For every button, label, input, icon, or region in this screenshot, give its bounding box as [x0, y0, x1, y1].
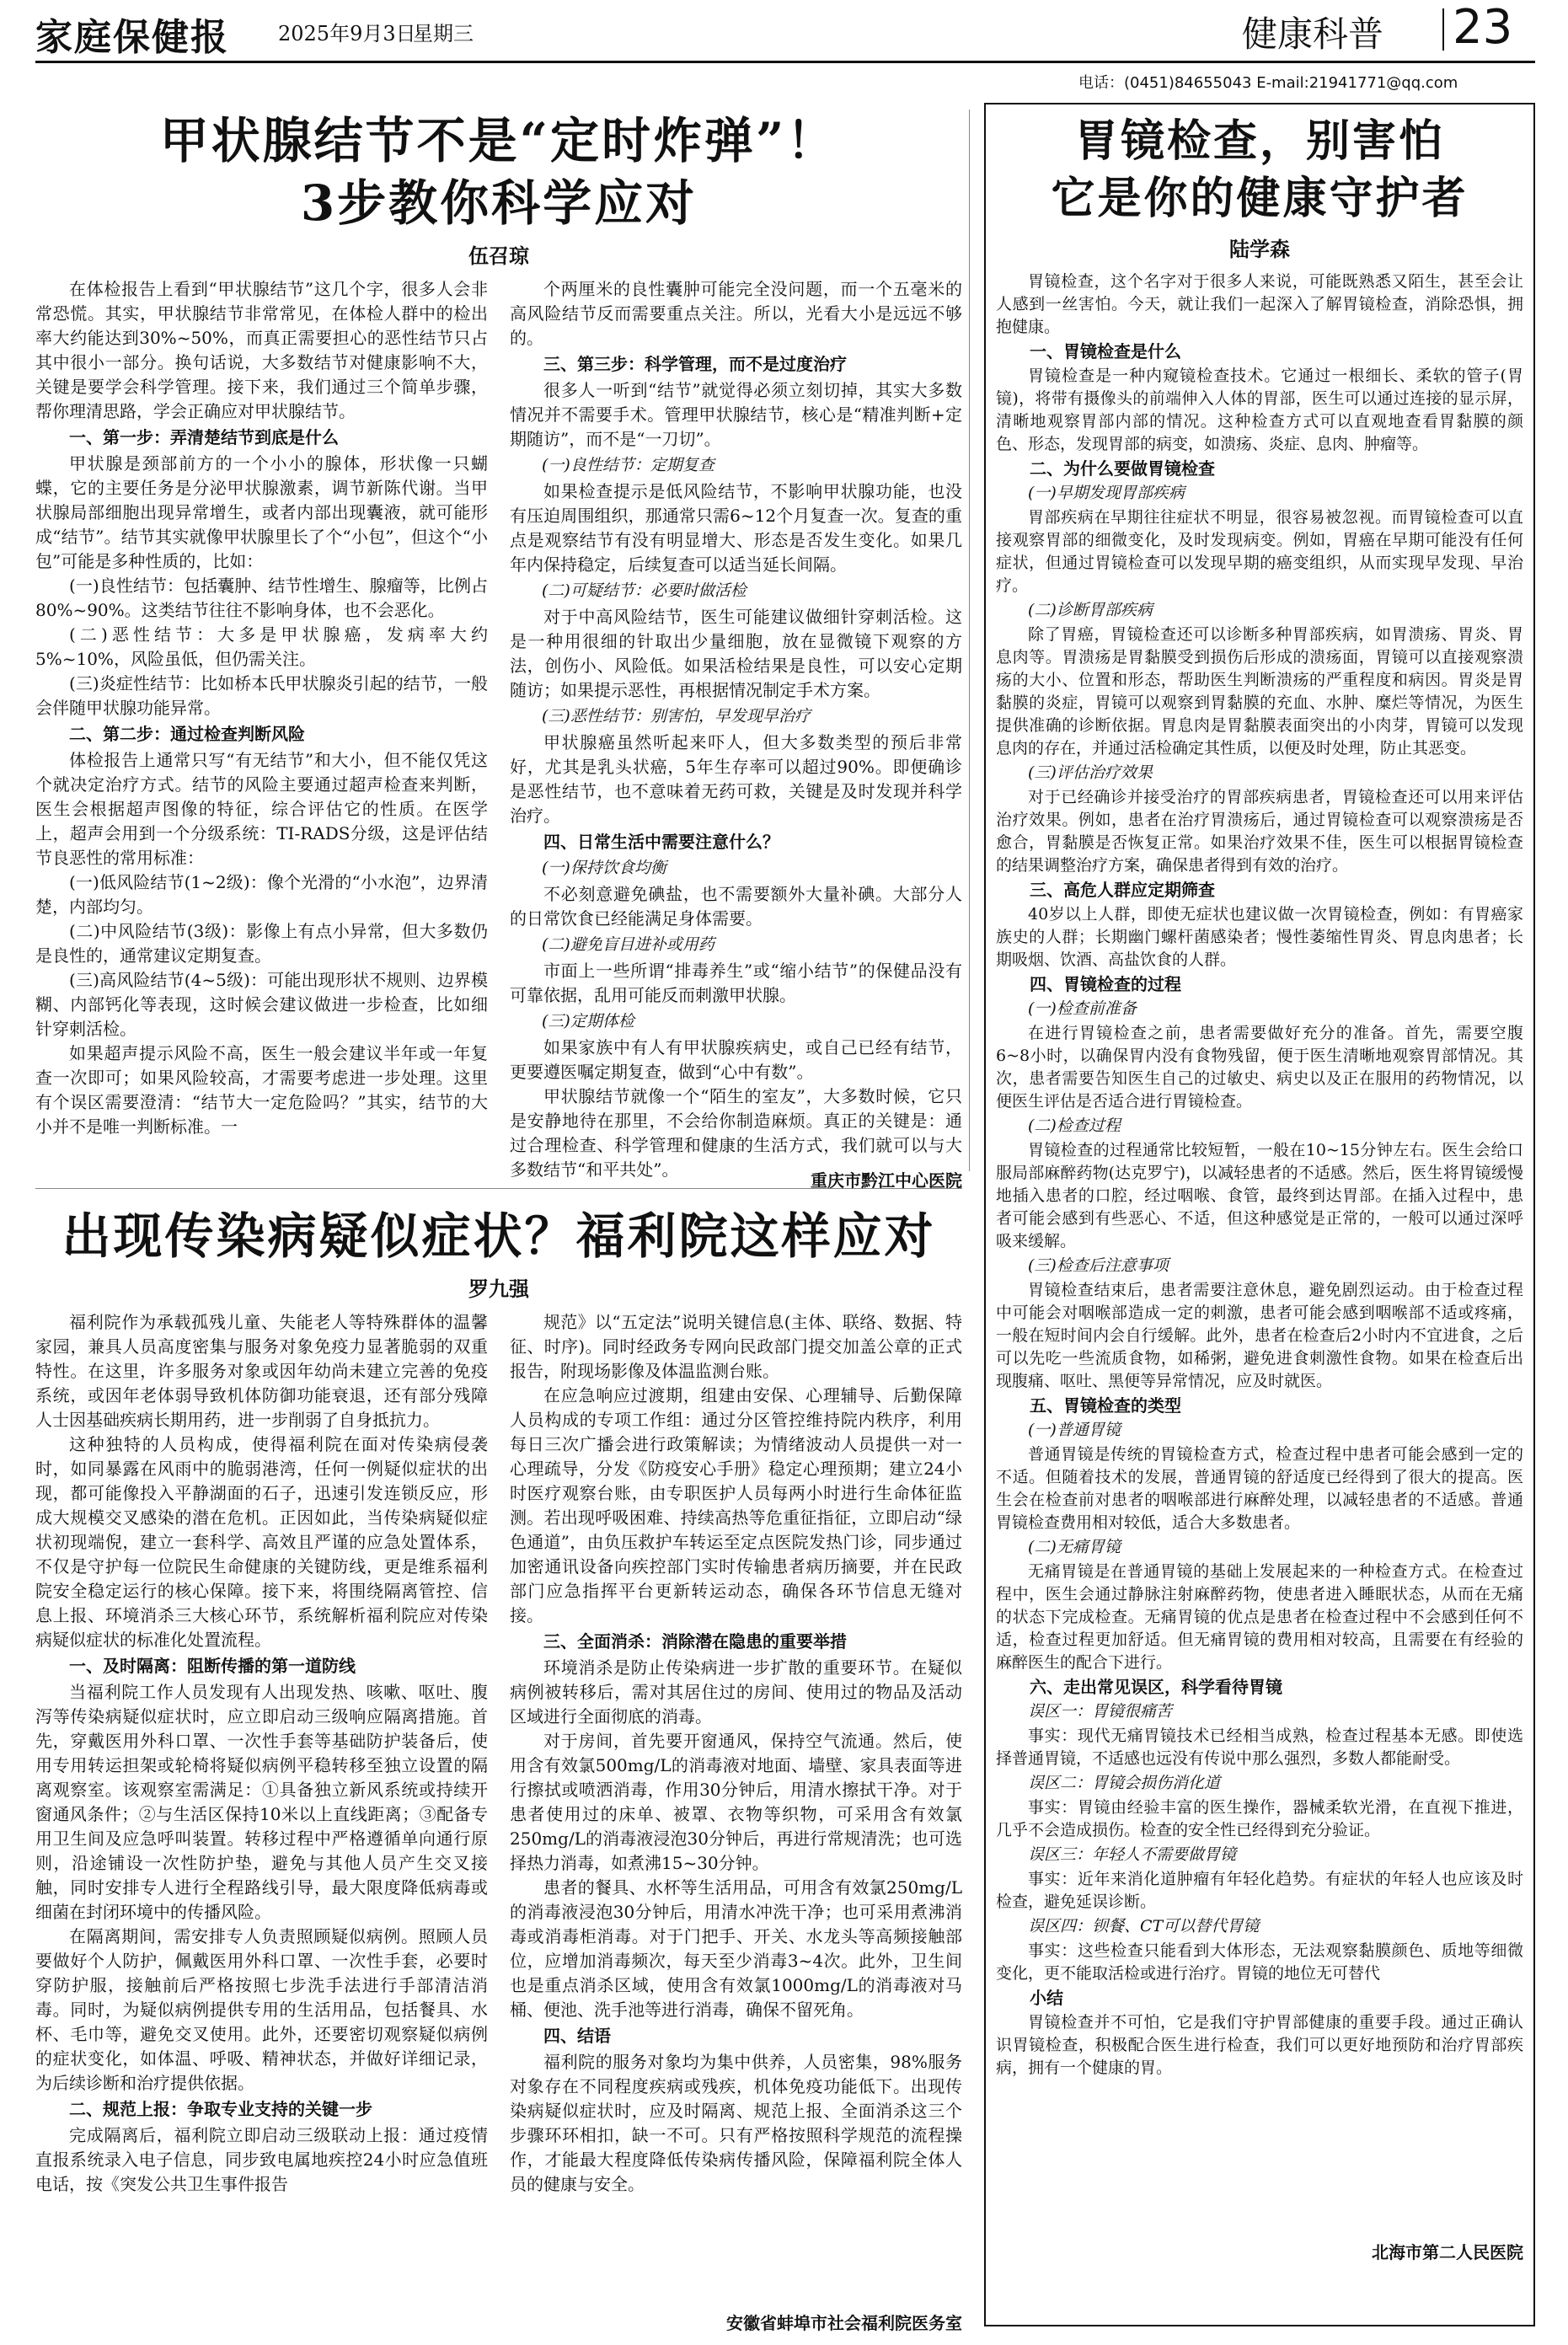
section-heading: 四、结语 — [543, 2026, 611, 2046]
title-line-2: 它是你的健康守护者 — [1051, 173, 1469, 224]
section-heading: 六、走出常见误区，科学看待胃镜 — [1030, 1677, 1282, 1697]
masthead-divider — [1442, 8, 1444, 51]
paragraph: (一)良性结节：包括囊肿、结节性增生、腺瘤等，比例占 80%~90%。这类结节往往不影响身体，也不会恶化。 — [35, 576, 488, 620]
masthead-rule — [35, 61, 1535, 63]
article-thyroid-title — [35, 110, 962, 234]
article-infection-title: 出现传染病疑似症状？福利院这样应对 — [62, 1207, 936, 1265]
paragraph: 福利院作为承载孤残儿童、失能老人等特殊群体的温馨家园，兼具人员高度密集与服务对象免疫力显著脆弱的双重特性。在这里，许多服务对象或因年幼尚未建立完善的免疫系统，或因年老体弱导致机体防御功能衰退，还有部分残障人士因基础疾病长期用药，进一步削弱了自身抵抗力。 — [35, 1312, 488, 1430]
paragraph: 事实：现代无痛胃镜技术已经相当成熟，检查过程基本无感。即使选择普通胃镜，不适感也远没有传说中那么强烈，多数人都能耐受。 — [996, 1727, 1523, 1768]
section-heading: 三、全面消杀：消除潜在隐患的重要举措 — [543, 1631, 847, 1652]
subsection-heading: (三)检查后注意事项 — [1028, 1256, 1169, 1275]
subsection-heading: (一)保持饮食均衡 — [542, 859, 666, 877]
subsection-heading: (二)检查过程 — [1028, 1116, 1121, 1135]
article-thyroid-author: 伍召琼 — [468, 244, 529, 268]
paragraph: 对于中高风险结节，医生可能建议做细针穿刺活检。这是一种用很细的针取出少量细胞，放在显微镜下观察的方法，创伤小、风险低。如果活检结果是良性，可以安心定期随访；如果提示恶性，再根据情况制定手术方案。 — [510, 607, 962, 700]
subsection-heading: (三)定期体检 — [542, 1012, 634, 1031]
paragraph: (一)低风险结节(1~2级)：像个光滑的“小水泡”，边界清楚，内部均匀。 — [35, 872, 488, 917]
section-heading: 二、第二步：通过检查判断风险 — [69, 724, 305, 744]
subsection-heading: 误区一：胃镜很痛苦 — [1028, 1702, 1173, 1721]
subsection-heading: (二)无痛胃镜 — [1028, 1538, 1121, 1556]
subsection-heading: 误区四：钡餐、CT可以替代胃镜 — [1028, 1917, 1260, 1935]
title-line-1: 甲状腺结节不是“定时炸弹”！ — [159, 112, 838, 169]
subsection-heading: (二)避免盲目进补或用药 — [542, 935, 714, 954]
page-number: 23 — [1453, 0, 1513, 55]
article-infection-author: 罗九强 — [468, 1277, 529, 1301]
column-divider — [969, 110, 970, 1171]
article-gastroscopy-author: 陆学森 — [1229, 238, 1290, 261]
paragraph: 在应急响应过渡期，组建由安保、心理辅导、后勤保障人员构成的专项工作组：通过分区管控维持院内秩序，利用每日三次广播会进行政策解读；为情绪波动人员提供一对一心理疏导，分发《防疫安心手册》稳定心理预期；建立24小时医疗观察台账，由专职医护人员每两小时进行生命体征监测。若出现呼吸困难、持续高热等危重征指征，立即启动“绿色通道”，由负压救护车转运至定点医院发热门诊，同步通过加密通讯设备向疾控部门实时传输患者病历摘要，并在民政部门应急指挥平台更新转运动态，确保各环节信息无缝对接。 — [510, 1385, 962, 1625]
section-heading: 二、规范上报：争取专业支持的关键一步 — [69, 2099, 372, 2119]
subsection-heading: 误区三：年轻人不需要做胃镜 — [1028, 1845, 1237, 1864]
paragraph: 对于已经确诊并接受治疗的胃部疾病患者，胃镜检查还可以用来评估治疗效果。例如，患者在治疗胃溃疡后，通过胃镜检查可以观察溃疡是否愈合，胃黏膜是否恢复正常。如果治疗效果不佳，医生可以根据胃镜检查的结果调整治疗方案，确保患者得到有效的治疗。 — [996, 788, 1523, 875]
section-heading: 一、及时隔离：阻断传播的第一道防线 — [69, 1656, 356, 1676]
subsection-heading: (一)普通胃镜 — [1028, 1421, 1121, 1439]
masthead — [0, 0, 1568, 59]
section-heading: 小结 — [1030, 1988, 1063, 2008]
article-infection — [35, 1205, 962, 2333]
paragraph: 胃镜检查的过程通常比较短暂，一般在10~15分钟左右。医生会给口服局部麻醉药物(达克罗宁)，以减轻患者的不适感。然后，医生将胃镜缓慢地插入患者的口腔，经过咽喉、食管，最终到达胃部。在插入过程中，患者可能会感到有些恶心、不适，但这种感觉是正常的，一般可以通过深呼吸来缓解。 — [996, 1141, 1523, 1250]
paragraph: (三)炎症性结节：比如桥本氏甲状腺炎引起的结节，一般会伴随甲状腺功能异常。 — [35, 673, 488, 718]
issue-date: 2025年9月3日 — [278, 22, 416, 46]
article-gastroscopy-source: 北海市第二人民医院 — [1372, 2242, 1523, 2262]
paragraph: 规范》以“五定法”说明关键信息(主体、联络、数据、特征、时序)。同时经政务专网向民政部门提交加盖公章的正式报告，附现场影像及体温监测台账。 — [510, 1312, 962, 1381]
subsection-heading: (二)可疑结节：必要时做活检 — [542, 581, 747, 600]
paragraph: 胃部疾病在早期往往症状不明显，很容易被忽视。而胃镜检查可以直接观察胃部的细微变化，及时发现病变。例如，胃癌在早期可能没有任何症状，但通过胃镜检查可以发现早期的癌变组织，从而实现早发现、早治疗。 — [996, 508, 1523, 595]
section-heading: 五、胃镜检查的类型 — [1030, 1395, 1181, 1416]
title-line-2: 3步教你科学应对 — [300, 174, 698, 232]
paragraph: 胃镜检查是一种内窥镜检查技术。它通过一根细长、柔软的管子(胃镜)，将带有摄像头的前端伸入人体的胃部，医生可以通过连接的显示屏，清晰地观察胃部内部的情况。这种检查方式可以直观地查看胃黏膜的颜色、形态，发现胃部的病变，如溃疡、炎症、息肉、肿瘤等。 — [996, 367, 1523, 453]
subsection-heading: (一)检查前准备 — [1028, 999, 1137, 1018]
paragraph: 如果检查提示是低风险结节，不影响甲状腺功能，也没有压迫周围组织，那通常只需6~12个月复查一次。复查的重点是观察结节有没有明显增大、形态是否发生变化。如果几年内保持稳定，后续复查可以适当延长间隔。 — [510, 481, 962, 575]
paragraph: 不必刻意避免碘盐，也不需要额外大量补碘。大部分人的日常饮食已经能满足身体需要。 — [510, 884, 962, 929]
paragraph: 40岁以上人群，即使无症状也建议做一次胃镜检查，例如：有胃癌家族史的人群；长期幽门螺杆菌感染者；慢性萎缩性胃炎、胃息肉患者；长期吸烟、饮酒、高盐饮食的人群。 — [996, 905, 1523, 969]
article-infection-col2 — [510, 1310, 962, 2305]
paragraph: 甲状腺结节就像一个“陌生的室友”，大多数时候，它只是安静地待在那里，不会给你制造麻烦。真正的关键是：通过合理检查、科学管理和健康的生活方式，我们就可以与大多数结节“和平共处”。 — [510, 1086, 962, 1180]
paragraph: 胃镜检查结束后，患者需要注意休息，避免剧烈运动。由于检查过程中可能会对咽喉部造成一定的刺激，患者可能会感到咽喉部不适或疼痛，一般在短时间内会自行缓解。此外，患者在检查后2小时内不宜进食，之后可以先吃一些流质食物，如稀粥，避免进食刺激性食物。如果在检查后出现腹痛、呕吐、黑便等异常情况，应及时就医。 — [996, 1281, 1523, 1390]
section-heading: 一、第一步：弄清楚结节到底是什么 — [69, 427, 339, 447]
paragraph: 在体检报告上看到“甲状腺结节”这几个字，很多人会非常恐慌。其实，甲状腺结节非常常见，在体检人群中的检出率大约能达到30%~50%，而真正需要担心的恶性结节只占其中很小一部分。换句话说，大多数结节对健康影响不大，关键是要学会科学管理。接下来，我们通过三个简单步骤，帮你理清思路，学会正确应对甲状腺结节。 — [35, 279, 488, 421]
paragraph: 市面上一些所谓“排毒养生”或“缩小结节”的保健品没有可靠依据，乱用可能反而刺激甲状腺。 — [510, 961, 962, 1005]
issue-weekday: 星期三 — [413, 22, 474, 46]
subsection-heading: (一)良性结节：定期复查 — [542, 456, 714, 474]
paragraph: 患者的餐具、水杯等生活用品，可用含有效氯250mg/L的消毒液浸泡30分钟后，用清水冲洗干净；也可采用煮沸消毒或消毒柜消毒。对于门把手、开关、水龙头等高频接触部位，应增加消毒频次，每天至少消毒3~4次。此外，卫生间也是重点消杀区域，使用含有效氯1000mg/L的消毒液对马桶、便池、洗手池等进行消毒，确保不留死角。 — [510, 1877, 962, 2020]
paragraph: 胃镜检查，这个名字对于很多人来说，可能既熟悉又陌生，甚至会让人感到一丝害怕。今天，就让我们一起深入了解胃镜检查，消除恐惧，拥抱健康。 — [996, 272, 1523, 336]
section-heading: 二、为什么要做胃镜检查 — [1030, 458, 1215, 479]
article-thyroid — [35, 110, 962, 1191]
article-gastroscopy-body — [996, 270, 1523, 2234]
section-heading: 一、胃镜检查是什么 — [1030, 341, 1181, 361]
article-infection-source: 安徽省蚌埠市社会福利院医务室 — [726, 2313, 962, 2333]
section-heading: 三、高危人群应定期筛查 — [1030, 880, 1215, 900]
paragraph: 事实：胃镜由经验丰富的医生操作，器械柔软光滑，在直视下推进，几乎不会造成损伤。检查的安全性已经得到充分验证。 — [996, 1798, 1523, 1839]
paragraph: 体检报告上通常只写“有无结节”和大小，但不能仅凭这个就决定治疗方式。结节的风险主要通过超声检查来判断，医生会根据超声图像的特征，综合评估它的性质。在医学上，超声会用到一个分级系统：TI-RADS分级，这是评估结节良恶性的常用标准： — [35, 750, 488, 868]
newspaper-name: 家庭保健报 — [35, 16, 229, 59]
paragraph: 在隔离期间，需安排专人负责照顾疑似病例。照顾人员要做好个人防护，佩戴医用外科口罩、一次性手套，必要时穿防护服，接触前后严格按照七步洗手法进行手部清洁消毒。同时，为疑似病例提供专用的生活用品，包括餐具、水杯、毛巾等，避免交叉使用。此外，还要密切观察疑似病例的症状变化，如体温、呼吸、精神状态，并做好详细记录，为后续诊断和治疗提供依据。 — [35, 1926, 488, 2093]
paragraph: 当福利院工作人员发现有人出现发热、咳嗽、呕吐、腹泻等传染病疑似症状时，应立即启动三级响应隔离措施。首先，穿戴医用外科口罩、一次性手套等基础防护装备后，使用专用转运担架或轮椅将疑似病例平稳转移至独立设置的隔离观察室。该观察室需满足：①具备独立新风系统或持续开窗通风条件；②与生活区保持10米以上直线距离；③配备专用卫生间及应急呼叫装置。转移过程中严格遵循单向通行原则，沿途铺设一次性防护垫，避免与其他人员产生交叉接触，同时安排专人进行全程路线引导，最大限度降低病毒或细菌在封闭环境中的传播风险。 — [35, 1682, 488, 1922]
paragraph: 这种独特的人员构成，使得福利院在面对传染病侵袭时，如同暴露在风雨中的脆弱港湾，任何一例疑似症状的出现，都可能像投入平静湖面的石子，迅速引发连锁反应，形成大规模交叉感染的潜在危机。正因如此，当传染病疑似症状初现端倪，建立一套科学、高效且严谨的应急处置体系，不仅是守护每一位院民生命健康的关键防线，更是维系福利院安全稳定运行的核心保障。接下来，将围绕隔离管控、信息上报、环境消杀三大核心环节，系统解析福利院应对传染病疑似症状的标准化处置流程。 — [35, 1434, 488, 1650]
subsection-heading: (一)早期发现胃部疾病 — [1028, 484, 1185, 502]
paragraph: 在进行胃镜检查之前，患者需要做好充分的准备。首先，需要空腹6~8小时，以确保胃内没有食物残留，便于医生清晰地观察胃部情况。其次，患者需要告知医生自己的过敏史、病史以及正在服用的药物情况，以便医生评估是否适合进行胃镜检查。 — [996, 1024, 1523, 1111]
section-title: 健康科普 — [1242, 13, 1384, 55]
article-thyroid-col1 — [35, 277, 488, 1162]
paragraph: 很多人一听到“结节”就觉得必须立刻切掉，其实大多数情况并不需要手术。管理甲状腺结节，核心是“精准判断+定期随访”，而不是“一刀切”。 — [510, 380, 962, 449]
contact-info: 电话：(0451)84655043 E-mail:21941771@qq.com — [1078, 74, 1458, 92]
section-heading: 四、胃镜检查的过程 — [1030, 974, 1181, 994]
article-infection-col1 — [35, 1310, 488, 2305]
article-gastroscopy-box — [984, 103, 1535, 2326]
section-heading: 三、第三步：科学管理，而不是过度治疗 — [543, 354, 847, 374]
paragraph: 完成隔离后，福利院立即启动三级联动上报：通过疫情直报系统录入电子信息，同步致电属地疾控24小时应急值班电话，按《突发公共卫生事件报告 — [35, 2125, 488, 2194]
paragraph: 对于房间，首先要开窗通风，保持空气流通。然后，使用含有效氯500mg/L的消毒液对地面、墙壁、家具表面等进行擦拭或喷洒消毒，作用30分钟后，用清水擦拭干净。对于患者使用过的床单、被罩、衣物等织物，可采用含有效氯250mg/L的消毒液浸泡30分钟后，再进行常规清洗；也可选择热力消毒，如煮沸15~30分钟。 — [510, 1731, 962, 1873]
paragraph: 无痛胃镜是在普通胃镜的基础上发展起来的一种检查方式。在检查过程中，医生会通过静脉注射麻醉药物，使患者进入睡眠状态，从而在无痛的状态下完成检查。无痛胃镜的优点是患者在检查过程中不会感到任何不适，检查过程更加舒适。但无痛胃镜的费用相对较高，且需要在有经验的麻醉医生的配合下进行。 — [996, 1562, 1523, 1672]
paragraph: 如果家族中有人有甲状腺疾病史，或自己已经有结节，更要遵医嘱定期复查，做到“心中有数”。 — [510, 1037, 962, 1082]
paragraph: 胃镜检查并不可怕，它是我们守护胃部健康的重要手段。通过正确认识胃镜检查，积极配合医生进行检查，我们可以更好地预防和治疗胃部疾病，拥有一个健康的胃。 — [996, 2013, 1523, 2077]
paragraph: 甲状腺是颈部前方的一个小小的腺体，形状像一只蝴蝶，它的主要任务是分泌甲状腺激素，调节新陈代谢。当甲状腺局部细胞出现异常增生，或者内部出现囊液，就可能形成“结节”。结节其实就像甲状腺里长了个“小包”，但这个“小包”可能是多种性质的，比如： — [35, 453, 488, 571]
subsection-heading: (二)诊断胃部疾病 — [1028, 601, 1153, 619]
article-gastroscopy-title — [996, 113, 1523, 228]
paragraph: 如果超声提示风险不高，医生一般会建议半年或一年复查一次即可；如果风险较高，才需要考虑进一步处理。这里有个误区需要澄清：“结节大一定危险吗？”其实，结节的大小并不是唯一判断标准。一 — [35, 1043, 488, 1137]
subsection-heading: (三)恶性结节：别害怕，早发现早治疗 — [542, 707, 811, 725]
subsection-heading: (三)评估治疗效果 — [1028, 763, 1153, 782]
article-thyroid-col2 — [510, 277, 962, 1180]
subsection-heading: 误区二：胃镜会损伤消化道 — [1028, 1774, 1221, 1792]
paragraph: 甲状腺癌虽然听起来吓人，但大多数类型的预后非常好，尤其是乳头状癌，5年生存率可以超过90%。即便确诊是恶性结节，也不意味着无药可救，关键是及时发现并科学治疗。 — [510, 732, 962, 826]
paragraph: 除了胃癌，胃镜检查还可以诊断多种胃部疾病，如胃溃疡、胃炎、胃息肉等。胃溃疡是胃黏膜受到损伤后形成的溃疡面，胃镜可以直接观察溃疡的大小、位置和形态，帮助医生判断溃疡的严重程度和病因。胃炎是胃黏膜的炎症，胃镜可以观察到胃黏膜的充血、水肿、糜烂等情况，为医生提供准确的诊断依据。胃息肉是胃黏膜表面突出的小肉芽，胃镜可以发现息肉的存在，并通过活检确定其性质，以便及时处理，防止其恶变。 — [996, 625, 1523, 758]
paragraph: (二)恶性结节：大多是甲状腺癌，发病率大约5%~10%，风险虽低，但仍需关注。 — [35, 624, 488, 669]
section-heading: 四、日常生活中需要注意什么？ — [543, 832, 779, 852]
paragraph: 事实：这些检查只能看到大体形态，无法观察黏膜颜色、质地等细微变化，更不能取活检或进行治疗。胃镜的地位无可替代 — [996, 1941, 1523, 1983]
article-thyroid-source: 重庆市黔江中心医院 — [811, 1170, 962, 1191]
paragraph: 事实：近年来消化道肿瘤有年轻化趋势。有症状的年轻人也应该及时检查，避免延误诊断。 — [996, 1870, 1523, 1911]
paragraph: (三)高风险结节(4~5级)：可能出现形状不规则、边界模糊、内部钙化等表现，这时候会建议做进一步检查，比如细针穿刺活检。 — [35, 970, 488, 1039]
paragraph: (二)中风险结节(3级)：影像上有点小异常，但大多数仍是良性的，通常建议定期复查。 — [35, 921, 488, 966]
paragraph: 个两厘米的良性囊肿可能完全没问题，而一个五毫米的高风险结节反而需要重点关注。所以，光看大小是远远不够的。 — [510, 279, 962, 348]
paragraph: 环境消杀是防止传染病进一步扩散的重要环节。在疑似病例被转移后，需对其居住过的房间、使用过的物品及活动区域进行全面彻底的消毒。 — [510, 1657, 962, 1727]
paragraph: 普通胃镜是传统的胃镜检查方式，检查过程中患者可能会感到一定的不适。但随着技术的发展，普通胃镜的舒适度已经得到了很大的提高。医生会在检查前对患者的咽喉部进行麻醉处理，以减轻患者的不适感。普通胃镜检查费用相对较低，适合大多数患者。 — [996, 1445, 1523, 1532]
title-line-1: 胃镜检查，别害怕 — [1073, 115, 1445, 167]
paragraph: 福利院的服务对象均为集中供养，人员密集，98%服务对象存在不同程度疾病或残疾，机体免疫功能低下。出现传染病疑似症状时，应及时隔离、规范上报、全面消杀这三个步骤环环相扣，缺一不可。只有严格按照科学规范的流程操作，才能最大程度降低传染病传播风险，保障福利院全体人员的健康与安全。 — [510, 2052, 962, 2194]
